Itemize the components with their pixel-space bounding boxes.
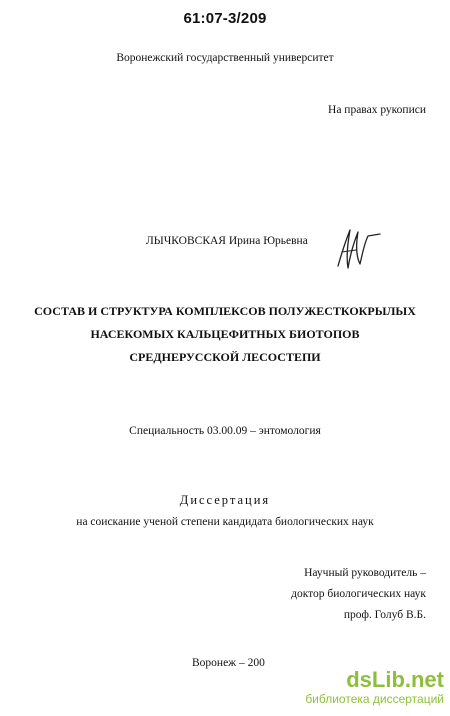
supervisor-block bbox=[291, 563, 426, 626]
author-name: ЛЫЧКОВСКАЯ Ирина Юрьевна bbox=[146, 235, 308, 247]
document-type: Диссертация bbox=[179, 493, 271, 507]
watermark-brand: dsLib.net bbox=[346, 667, 444, 692]
title-line-1: СОСТАВ И СТРУКТУРА КОМПЛЕКСОВ ПОЛУЖЕСТКОКРЫЛЫХ bbox=[34, 304, 416, 318]
title-line-3: СРЕДНЕРУССКОЙ ЛЕСОСТЕПИ bbox=[129, 350, 321, 364]
supervisor-degree: доктор биологических наук bbox=[291, 588, 426, 600]
manuscript-rights-note: На правах рукописи bbox=[328, 104, 426, 116]
university-name: Воронежский государственный университет bbox=[116, 52, 334, 64]
supervisor-name: проф. Голуб В.Б. bbox=[343, 609, 426, 621]
site-watermark bbox=[305, 668, 444, 706]
watermark-subtitle: библиотека диссертаций bbox=[305, 692, 444, 706]
supervisor-role: Научный руководитель – bbox=[304, 567, 426, 579]
dissertation-title bbox=[0, 300, 450, 369]
title-line-2: НАСЕКОМЫХ КАЛЬЦЕФИТНЫХ БИОТОПОВ bbox=[90, 327, 360, 341]
author-signature bbox=[332, 222, 382, 274]
degree-purpose: на соискание ученой степени кандидата биологических наук bbox=[76, 516, 374, 528]
city-year: Воронеж – 200 bbox=[192, 657, 265, 669]
specialty-line: Специальность 03.00.09 – энтомология bbox=[129, 425, 321, 437]
shelfmark-number: 61:07-3/209 bbox=[183, 10, 267, 27]
